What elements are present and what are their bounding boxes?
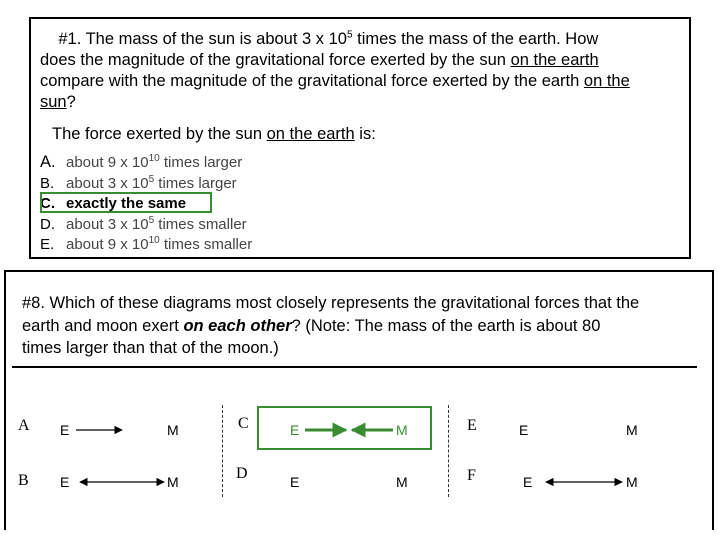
diagram-c-moon: M bbox=[396, 422, 408, 438]
question-8-text: #8. Which of these diagrams most closely represents the gravitational forces that the earth and moon exert on each other? (Note: The mass of the earth is about 80 times larger than that of the moon.) bbox=[22, 294, 640, 357]
diagram-a-moon: M bbox=[167, 422, 179, 438]
diagram-b-moon: M bbox=[167, 474, 179, 490]
question-1-text: #1. The mass of the sun is about 3 x $10^5$ times the mass of the earth. How does the magnitude of the gravitational force exerted by the sun on the earth compare with the magnitude of the gravitational force exerted by the earth on the sun? bbox=[40, 29, 630, 111]
diagram-d-label: D bbox=[236, 465, 248, 482]
diagram-e-earth: E bbox=[519, 422, 529, 438]
choice-e[interactable]: E. about 9 x $10^{10}$ times smaller bbox=[40, 235, 253, 253]
question-1-prompt: The force exerted by the sun on the earth is: bbox=[52, 125, 376, 143]
diagram-f-label: F bbox=[467, 467, 476, 484]
diagram-c-label: C bbox=[238, 415, 249, 432]
diagram-b-earth: E bbox=[60, 474, 70, 490]
diagram-b-label: B bbox=[18, 472, 29, 489]
diagram-d-moon: M bbox=[396, 474, 408, 490]
choice-c[interactable]: C. exactly the same bbox=[40, 195, 187, 212]
choice-b[interactable]: B. about 3 x $10^5$ times larger bbox=[40, 173, 237, 192]
diagram-d-earth: E bbox=[290, 474, 300, 490]
diagram-e-moon: M bbox=[626, 422, 638, 438]
diagram-c-earth: E bbox=[290, 422, 300, 438]
diagram-a-earth: E bbox=[60, 422, 70, 438]
diagram-f-earth: E bbox=[523, 474, 533, 490]
diagram-e-label: E bbox=[467, 417, 477, 434]
diagram-a-label: A bbox=[18, 417, 30, 434]
choice-d[interactable]: D. about 3 x $10^5$ times smaller bbox=[40, 214, 247, 233]
diagram-f-moon: M bbox=[626, 474, 638, 490]
choice-a[interactable]: A. about 9 x $10^{10}$ times larger bbox=[40, 153, 243, 171]
